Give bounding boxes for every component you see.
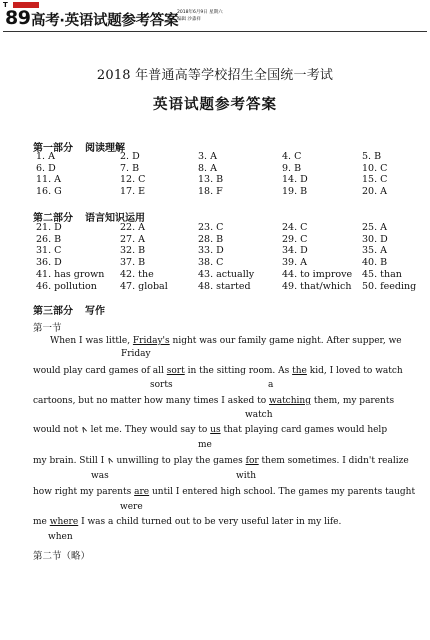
answer-item: 17. E [120, 185, 146, 197]
essay-line: how right my parents are until I entered high school. The games my parents taught [33, 487, 416, 497]
essay-line: me where I was a child turned out to be very useful later in my life. [33, 517, 342, 527]
answer-item: 44. to improve [282, 268, 353, 280]
part1-heading-name: 阅读理解 [85, 143, 125, 154]
answer-item: 33. D [198, 245, 224, 257]
answer-item: 21. D [36, 222, 62, 233]
exam-title: 2018 年普通高等学校招生全国统一考试 [96, 68, 334, 83]
answer-item: 37. B [120, 257, 146, 269]
answer-item: 5. B [362, 151, 382, 162]
answer-item: 32. B [120, 245, 146, 257]
part1-heading-number: 第一部分 [33, 143, 73, 154]
newspaper-header [0, 0, 430, 34]
answer-item: 29. C [282, 233, 308, 245]
answer-item: 10. C [362, 162, 388, 174]
answer-item: 30. D [362, 233, 388, 245]
part2-heading-number: 第二部分 [33, 213, 73, 224]
essay-line: would play card games of all sort in the sitting room. As the kid, I loved to watch [33, 366, 403, 376]
part3-heading-name: 写作 [85, 306, 105, 317]
answer-item: 14. D [282, 174, 308, 185]
answer-item: 8. A [198, 162, 217, 174]
answer-item: 20. A [362, 185, 387, 197]
correction-word: watch [245, 410, 273, 420]
logo-number: 89 [5, 7, 31, 29]
part3-heading [33, 302, 117, 317]
section2-label: 第二节（略） [33, 551, 91, 562]
correction-word: was [91, 471, 109, 481]
answer-item: 12. C [120, 174, 146, 185]
header-editor: 编辑 沙淼祥 [177, 17, 201, 22]
correction-word: a [268, 380, 274, 390]
answer-item: 36. D [36, 257, 62, 269]
answer-item: 41. has grown [36, 268, 105, 280]
answer-item: 19. B [282, 185, 308, 197]
answer-item: 7. B [120, 162, 140, 174]
answer-item: 35. A [362, 245, 387, 257]
correction-word: when [48, 532, 73, 542]
correction-word: were [120, 502, 143, 512]
answer-item: 25. A [362, 222, 387, 233]
answer-item: 1. A [36, 151, 55, 162]
answer-item: 26. B [36, 233, 62, 245]
answer-item: 24. C [282, 222, 308, 233]
answer-item: 11. A [36, 174, 61, 185]
essay-line: would not ∧ let me. They would say to us that playing card games would help [33, 424, 388, 436]
answer-item: 31. C [36, 245, 62, 257]
essay-line: cartoons, but no matter how many times I asked to watching them, my parents [33, 396, 395, 406]
answer-item: 23. C [198, 222, 224, 233]
answer-item: 46. pollution [36, 280, 97, 292]
logo-letter: T [3, 1, 8, 9]
correction-word: Friday [121, 349, 151, 359]
answer-item: 18. F [198, 185, 223, 197]
answer-item: 48. started [198, 280, 251, 292]
answer-item: 13. B [198, 174, 224, 185]
answer-item: 27. A [120, 233, 145, 245]
answer-item: 4. C [282, 151, 302, 162]
answer-item: 47. global [120, 280, 168, 292]
insertion-mark-icon: ∧ [105, 455, 116, 467]
essay-line: my brain. Still I ∧ unwilling to play the games for them sometimes. I didn't realize [33, 455, 409, 467]
answer-item: 22. A [120, 222, 145, 233]
answer-item: 43. actually [198, 268, 255, 280]
answer-item: 6. D [36, 162, 56, 174]
correction-word: me [198, 440, 212, 450]
answer-item: 42. the [120, 268, 154, 280]
answer-item: 39. A [282, 257, 307, 269]
answer-item: 28. B [198, 233, 224, 245]
header-date: 2018年6月9日 星期六 [177, 10, 223, 15]
header-title: 高考·英语试题参考答案 [31, 13, 179, 29]
answer-item: 50. feeding [362, 280, 417, 292]
answer-item: 15. C [362, 174, 388, 185]
answer-item: 16. G [36, 185, 62, 197]
part3-heading-number: 第三部分 [33, 306, 73, 317]
essay-line: When I was little, Friday's night was our family game night. After supper, we [50, 336, 402, 346]
answer-item: 9. B [282, 162, 302, 174]
answer-item: 40. B [362, 257, 388, 269]
answer-item: 3. A [198, 151, 217, 162]
correction-word: with [236, 471, 256, 481]
section1-label: 第一节 [33, 323, 62, 334]
answer-key-title: 英语试题参考答案 [153, 96, 277, 113]
answer-item: 38. C [198, 257, 224, 269]
answer-item: 2. D [120, 151, 140, 162]
answer-item: 45. than [362, 268, 402, 280]
insertion-mark-icon: ∧ [79, 424, 90, 436]
answer-item: 49. that/which [282, 280, 352, 292]
header-rule [3, 31, 427, 32]
part2-heading-name: 语言知识运用 [85, 213, 145, 224]
correction-word: sorts [150, 380, 173, 390]
answer-item: 34. D [282, 245, 308, 257]
